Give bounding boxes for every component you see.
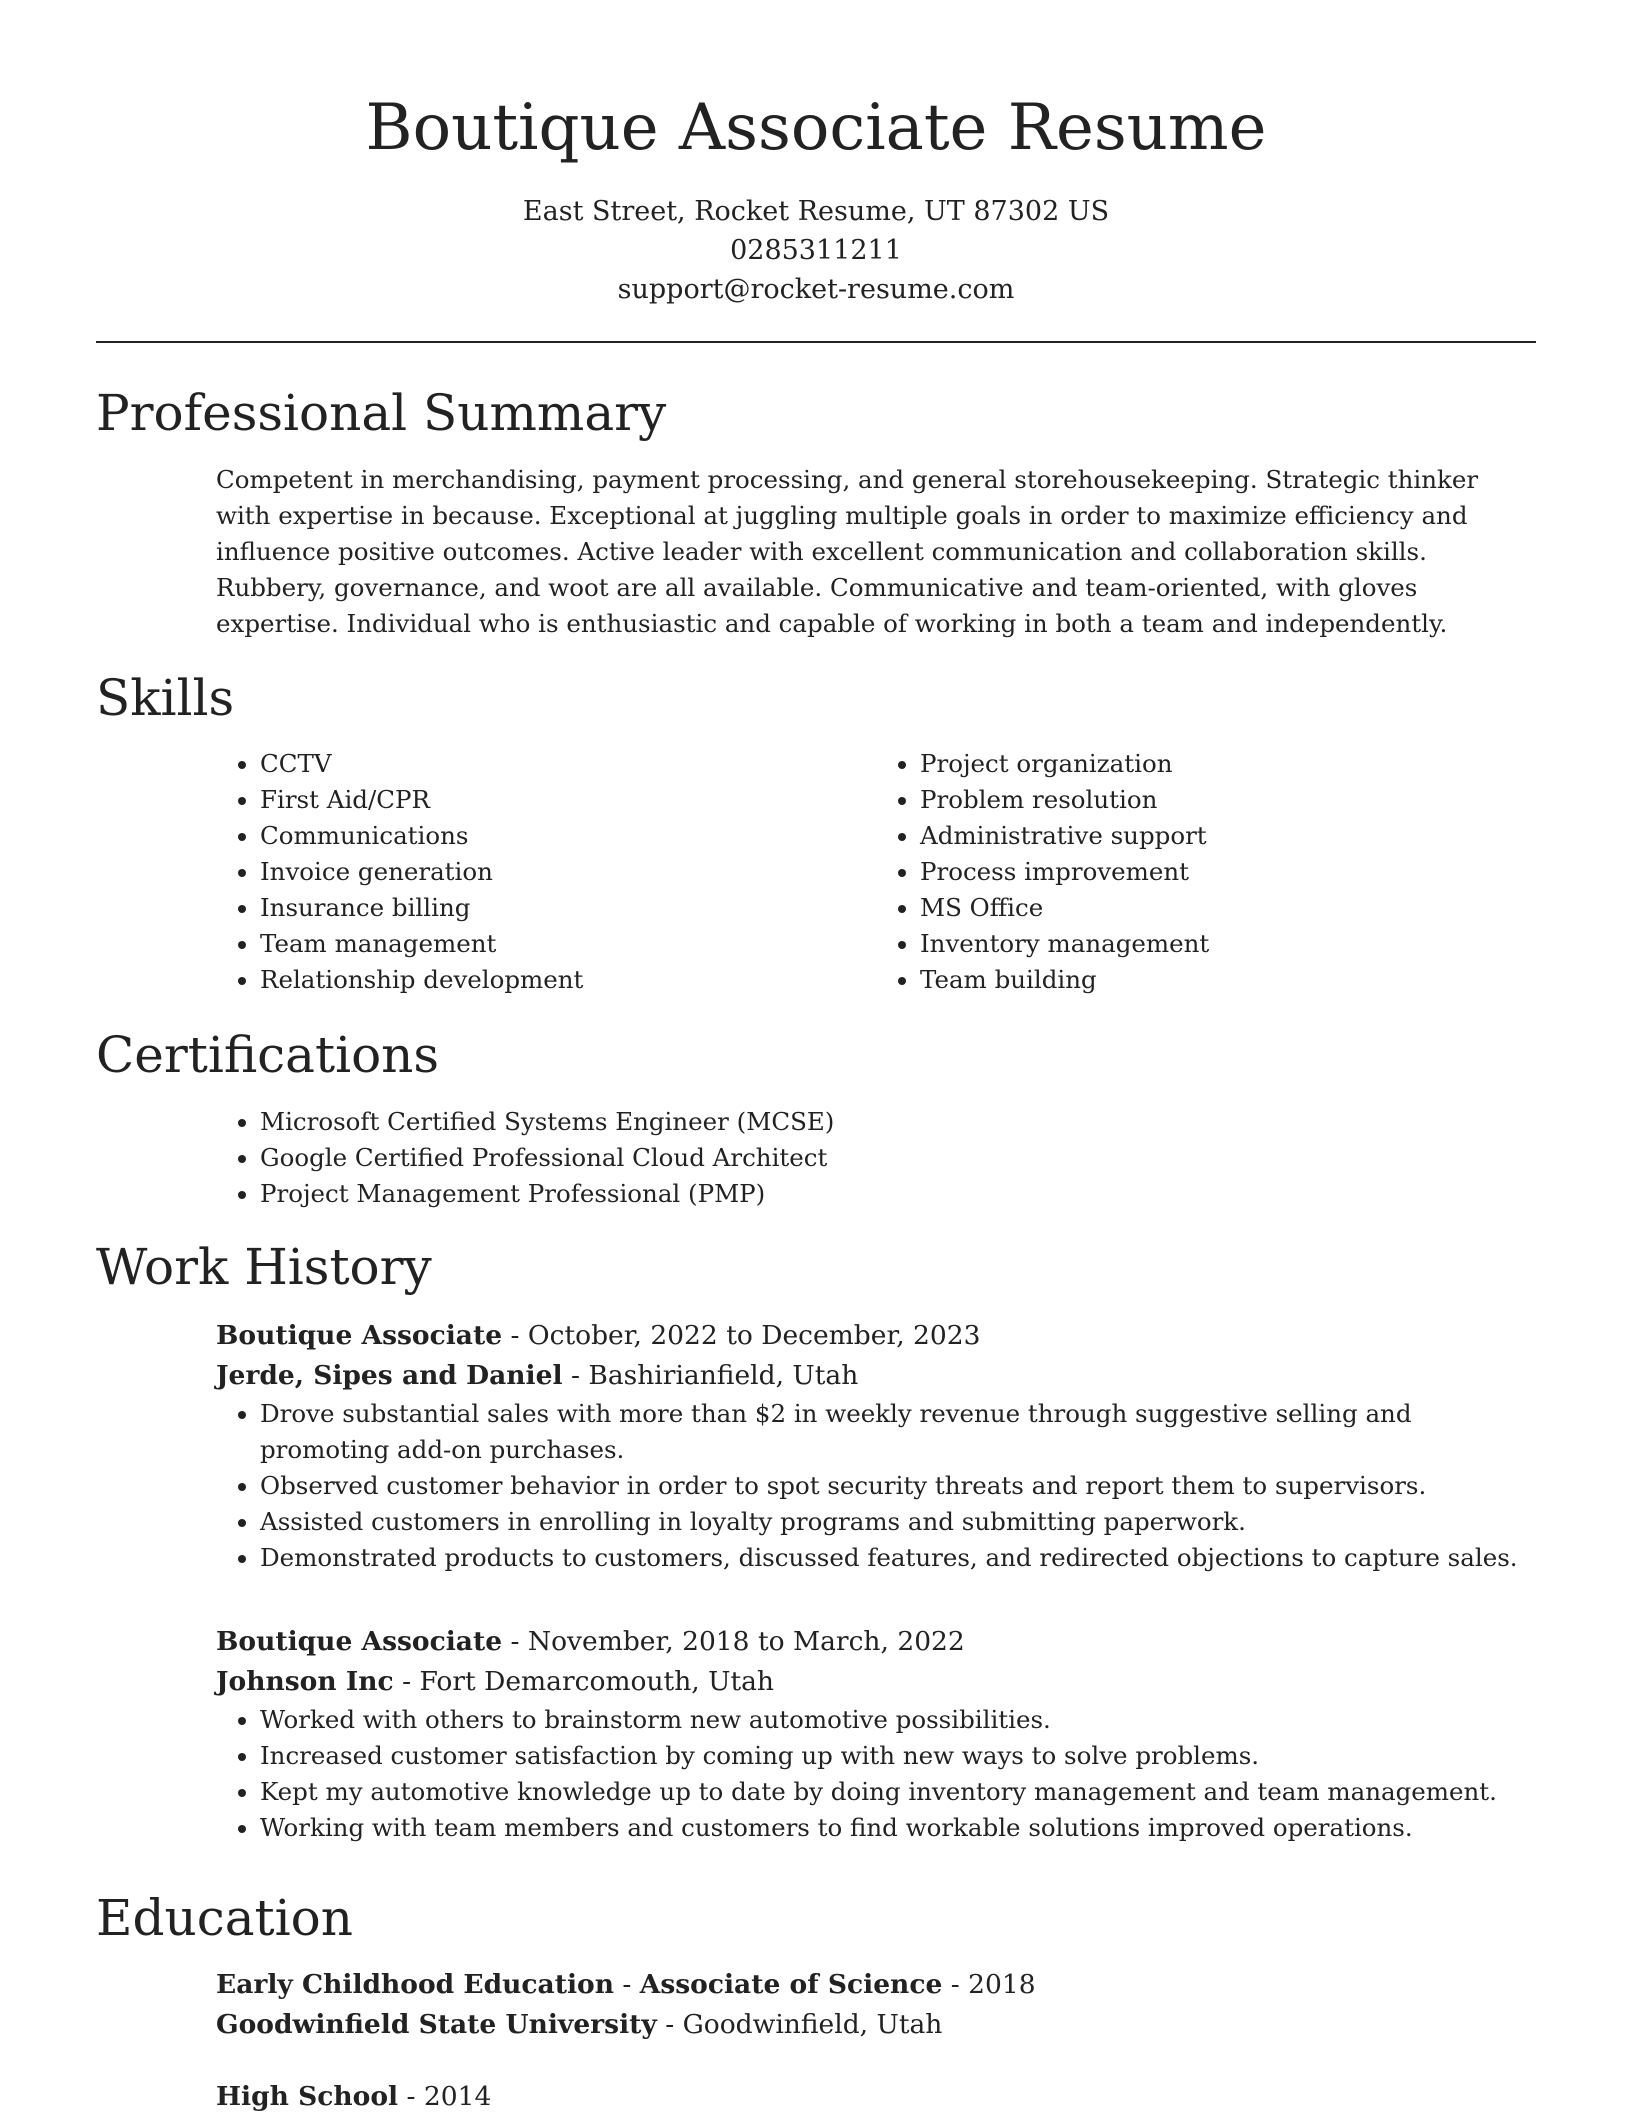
list-item: • CCTV xyxy=(260,746,876,782)
education-entry xyxy=(216,2077,1536,2117)
education-degree: Associate of Science xyxy=(639,1969,943,2000)
separator: - xyxy=(398,2081,424,2112)
certifications-block xyxy=(216,1104,1536,1212)
section-title-work: Work History xyxy=(96,1238,432,1296)
education-year: 2014 xyxy=(423,2081,492,2112)
list-item: • Increased customer satisfaction by coming up with new ways to solve problems. xyxy=(260,1738,1536,1774)
list-item: • Team building xyxy=(920,962,1536,998)
job-company-line xyxy=(216,1356,1536,1396)
job-dates: October, 2022 to December, 2023 xyxy=(527,1320,981,1351)
separator: - xyxy=(942,1969,969,2000)
education-entry xyxy=(216,1965,1536,2045)
job-role: Boutique Associate xyxy=(216,1320,503,1351)
skills-block xyxy=(216,746,1536,998)
list-item: • Demonstrated products to customers, discussed features, and redirected objections to capture sales. xyxy=(260,1540,1536,1576)
summary-block xyxy=(216,462,1536,642)
skills-list-left xyxy=(216,746,876,998)
list-item: • Problem resolution xyxy=(920,782,1536,818)
header-divider xyxy=(96,341,1536,343)
list-item: • Observed customer behavior in order to spot security threats and report them to supervisors. xyxy=(260,1468,1536,1504)
list-item: • Assisted customers in enrolling in loyalty programs and submitting paperwork. xyxy=(260,1504,1536,1540)
job-company-line xyxy=(216,1662,1536,1702)
resume-title: Boutique Associate Resume xyxy=(365,91,1267,165)
job-title-line xyxy=(216,1316,1536,1356)
job-role: Boutique Associate xyxy=(216,1626,503,1657)
separator: - xyxy=(656,2009,683,2040)
job-entry xyxy=(216,1316,1536,1576)
list-item: • First Aid/CPR xyxy=(260,782,876,818)
education-field: Early Childhood Education xyxy=(216,1969,614,2000)
contact-phone: 0285311211 xyxy=(730,235,902,266)
education-field: High School xyxy=(216,2081,399,2112)
list-item: • Invoice generation xyxy=(260,854,876,890)
job-company: Jerde, Sipes and Daniel xyxy=(216,1360,563,1391)
job-location: Bashirianfield, Utah xyxy=(588,1360,859,1391)
section-title-skills: Skills xyxy=(96,669,235,727)
job-bullets xyxy=(216,1702,1536,1846)
list-item: • Microsoft Certified Systems Engineer (MCSE) xyxy=(260,1104,1536,1140)
education-location: Goodwinfield, Utah xyxy=(682,2009,943,2040)
job-dates: November, 2018 to March, 2022 xyxy=(527,1626,965,1657)
list-item: • Project Management Professional (PMP) xyxy=(260,1176,1536,1212)
separator: - xyxy=(613,1969,640,2000)
list-item: • Administrative support xyxy=(920,818,1536,854)
section-title-education: Education xyxy=(96,1889,353,1947)
job-company: Johnson Inc xyxy=(216,1666,394,1697)
education-degree-line xyxy=(216,1965,1536,2005)
list-item: • Communications xyxy=(260,818,876,854)
contact-block xyxy=(96,192,1536,309)
list-item: • Working with team members and customers to find workable solutions improved operations. xyxy=(260,1810,1536,1846)
certifications-list xyxy=(216,1104,1536,1212)
list-item: • Kept my automotive knowledge up to date by doing inventory management and team management. xyxy=(260,1774,1536,1810)
separator: - xyxy=(502,1320,528,1351)
job-title-line xyxy=(216,1622,1536,1662)
education-school-line xyxy=(216,2005,1536,2045)
job-location: Fort Demarcomouth, Utah xyxy=(419,1666,774,1697)
job-entry xyxy=(216,1622,1536,1846)
contact-address: East Street, Rocket Resume, UT 87302 US xyxy=(522,196,1110,227)
list-item: • Process improvement xyxy=(920,854,1536,890)
education-year: 2018 xyxy=(968,1969,1036,2000)
list-item: • MS Office xyxy=(920,890,1536,926)
list-item: • Drove substantial sales with more than $2 in weekly revenue through suggestive selling and promoting add-on purchases. xyxy=(260,1396,1536,1468)
education-degree-line xyxy=(216,2077,1536,2117)
list-item: • Worked with others to brainstorm new automotive possibilities. xyxy=(260,1702,1536,1738)
list-item: • Insurance billing xyxy=(260,890,876,926)
job-bullets xyxy=(216,1396,1536,1576)
list-item: • Project organization xyxy=(920,746,1536,782)
education-school: Goodwinfield State University xyxy=(216,2009,657,2040)
separator: - xyxy=(393,1666,420,1697)
list-item: • Team management xyxy=(260,926,876,962)
list-item: • Relationship development xyxy=(260,962,876,998)
section-title-summary: Professional Summary xyxy=(96,384,667,442)
separator: - xyxy=(502,1626,528,1657)
separator: - xyxy=(562,1360,589,1391)
section-title-certifications: Certifications xyxy=(96,1026,440,1084)
list-item: • Inventory management xyxy=(920,926,1536,962)
list-item: • Google Certified Professional Cloud Architect xyxy=(260,1140,1536,1176)
skills-list-right xyxy=(876,746,1536,998)
summary-text: Competent in merchandising, payment processing, and general storehousekeeping. Strategic thinker with expertise in because. Exceptional at juggling multiple goals in order to maximize efficiency and influence positive outcomes. Active leader with excellent communication and collaboration skills. Rubbery, governance, and woot are all available. Communicative and team-oriented, with gloves expertise. Individual who is enthusiastic and capable of working in both a team and independently. xyxy=(216,465,1479,638)
contact-email: support@rocket-resume.com xyxy=(617,274,1015,305)
